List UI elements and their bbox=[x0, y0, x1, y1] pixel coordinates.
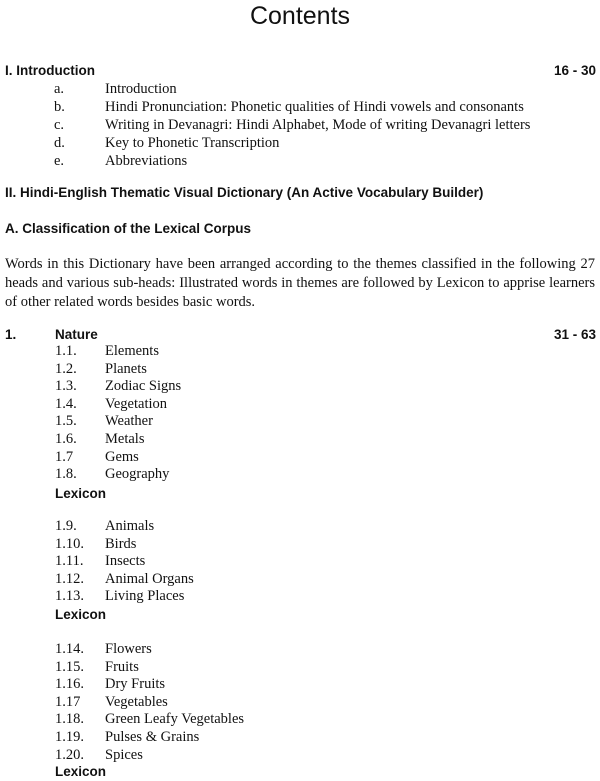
classification-paragraph: Words in this Dictionary have been arranged according to the themes classified in the following 27 heads and various sub-heads: Illustrated words in themes are followed by Lexicon to apprise learners of other related words besides basic words. bbox=[5, 256, 595, 310]
lexicon-label: Lexicon bbox=[55, 607, 107, 622]
list-item: 1.1. Elements bbox=[55, 343, 159, 359]
list-item: 1.20. Spices bbox=[55, 746, 143, 763]
dictionary-heading: II. Hindi-English Thematic Visual Dictionary (An Active Vocabulary Builder) bbox=[5, 185, 484, 200]
list-item: 1.2. Planets bbox=[55, 360, 147, 377]
list-item: 1.3. Zodiac Signs bbox=[55, 378, 182, 395]
nature-group-3 bbox=[0, 641, 600, 764]
list-item: 1.17 Vegetables bbox=[55, 693, 168, 710]
list-item: 1.8. Geography bbox=[55, 466, 170, 483]
list-item: 1.19. Pulses & Grains bbox=[55, 728, 200, 745]
list-item: 1.12. Animal Organs bbox=[55, 570, 194, 587]
list-item: c. Writing in Devanagri: Hindi Alphabet, Mode of writing Devanagri letters bbox=[54, 117, 531, 133]
list-item: 1.15. Fruits bbox=[55, 658, 139, 675]
list-item: 1.14. Flowers bbox=[55, 641, 152, 657]
list-item: d. Key to Phonetic Transcription bbox=[54, 135, 280, 151]
nature-page-range: 31 - 63 bbox=[553, 327, 596, 342]
introduction-page-range: 16 - 30 bbox=[553, 63, 596, 78]
nature-number: 1. bbox=[5, 327, 17, 342]
list-item: 1.16. Dry Fruits bbox=[55, 676, 166, 693]
lexicon-label: Lexicon bbox=[55, 764, 107, 779]
list-item: e. Abbreviations bbox=[54, 153, 188, 169]
list-item: a. Introduction bbox=[54, 81, 177, 97]
page-title: Contents bbox=[249, 2, 351, 30]
classification-heading: A. Classification of the Lexical Corpus bbox=[5, 221, 252, 236]
nature-group-1 bbox=[0, 343, 600, 484]
nature-group-2 bbox=[0, 518, 600, 606]
nature-heading: Nature bbox=[55, 327, 98, 342]
lexicon-label: Lexicon bbox=[55, 486, 107, 501]
list-item: b. Hindi Pronunciation: Phonetic qualities of Hindi vowels and consonants bbox=[54, 99, 524, 115]
introduction-list bbox=[0, 80, 600, 170]
list-item: 1.18. Green Leafy Vegetables bbox=[55, 711, 245, 728]
list-item: 1.7 Gems bbox=[55, 448, 139, 465]
list-item: 1.6. Metals bbox=[55, 430, 145, 447]
list-item: 1.9. Animals bbox=[55, 518, 155, 534]
list-item: 1.10. Birds bbox=[55, 535, 137, 552]
list-item: 1.11. Insects bbox=[55, 553, 146, 570]
list-item: 1.13. Living Places bbox=[55, 588, 185, 605]
list-item: 1.5. Weather bbox=[55, 413, 153, 430]
list-item: 1.4. Vegetation bbox=[55, 395, 168, 412]
introduction-heading: I. Introduction bbox=[5, 63, 95, 78]
